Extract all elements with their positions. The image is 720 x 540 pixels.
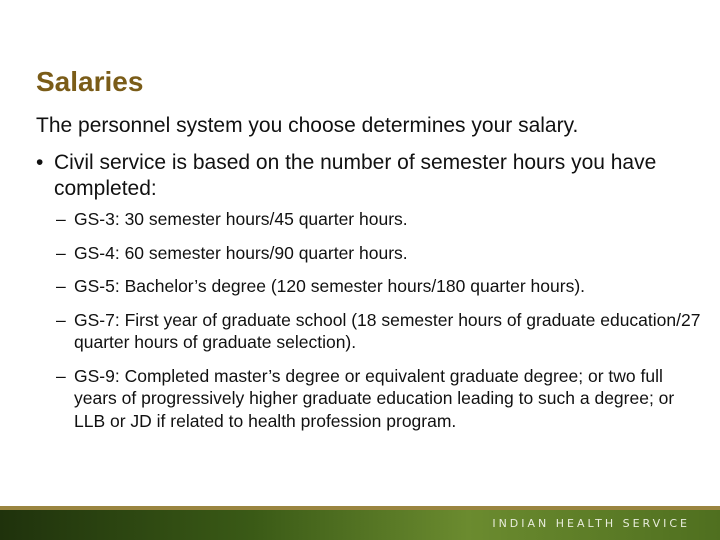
dash-marker: – bbox=[56, 242, 66, 263]
sub-item-text: GS-7: First year of graduate school (18 semester hours of graduate education/27 quarter hours of graduate selection). bbox=[74, 309, 701, 352]
intro-text: The personnel system you choose determines your salary. bbox=[36, 114, 579, 137]
sub-list bbox=[56, 208, 706, 443]
footer-logo-text: INDIAN HEALTH SERVICE bbox=[492, 517, 690, 530]
bullet-item bbox=[36, 150, 696, 202]
dash-marker: – bbox=[56, 365, 66, 386]
sub-item-text: GS-4: 60 semester hours/90 quarter hours. bbox=[74, 242, 408, 263]
bullet-text: Civil service is based on the number of semester hours you have completed: bbox=[54, 151, 657, 200]
sub-item-gs4 bbox=[56, 242, 706, 265]
sub-item-gs9 bbox=[56, 365, 706, 433]
sub-item-gs3 bbox=[56, 208, 706, 231]
dash-marker: – bbox=[56, 309, 66, 330]
dash-marker: – bbox=[56, 276, 66, 296]
sub-item-gs5 bbox=[56, 275, 706, 298]
slide-title: Salaries bbox=[36, 66, 144, 97]
sub-item-gs7 bbox=[56, 309, 706, 354]
dash-marker: – bbox=[56, 209, 66, 229]
sub-item-text: GS-9: Completed master’s degree or equivalent graduate degree; or two full years of progressively higher graduate education leading to such a degree; or LLB or JD if related to health profession program. bbox=[74, 365, 675, 431]
sub-item-text: GS-5: Bachelor’s degree (120 semester hours/180 quarter hours). bbox=[74, 276, 586, 296]
sub-item-text: GS-3: 30 semester hours/45 quarter hours. bbox=[74, 209, 408, 229]
bullet-marker: • bbox=[36, 151, 44, 174]
